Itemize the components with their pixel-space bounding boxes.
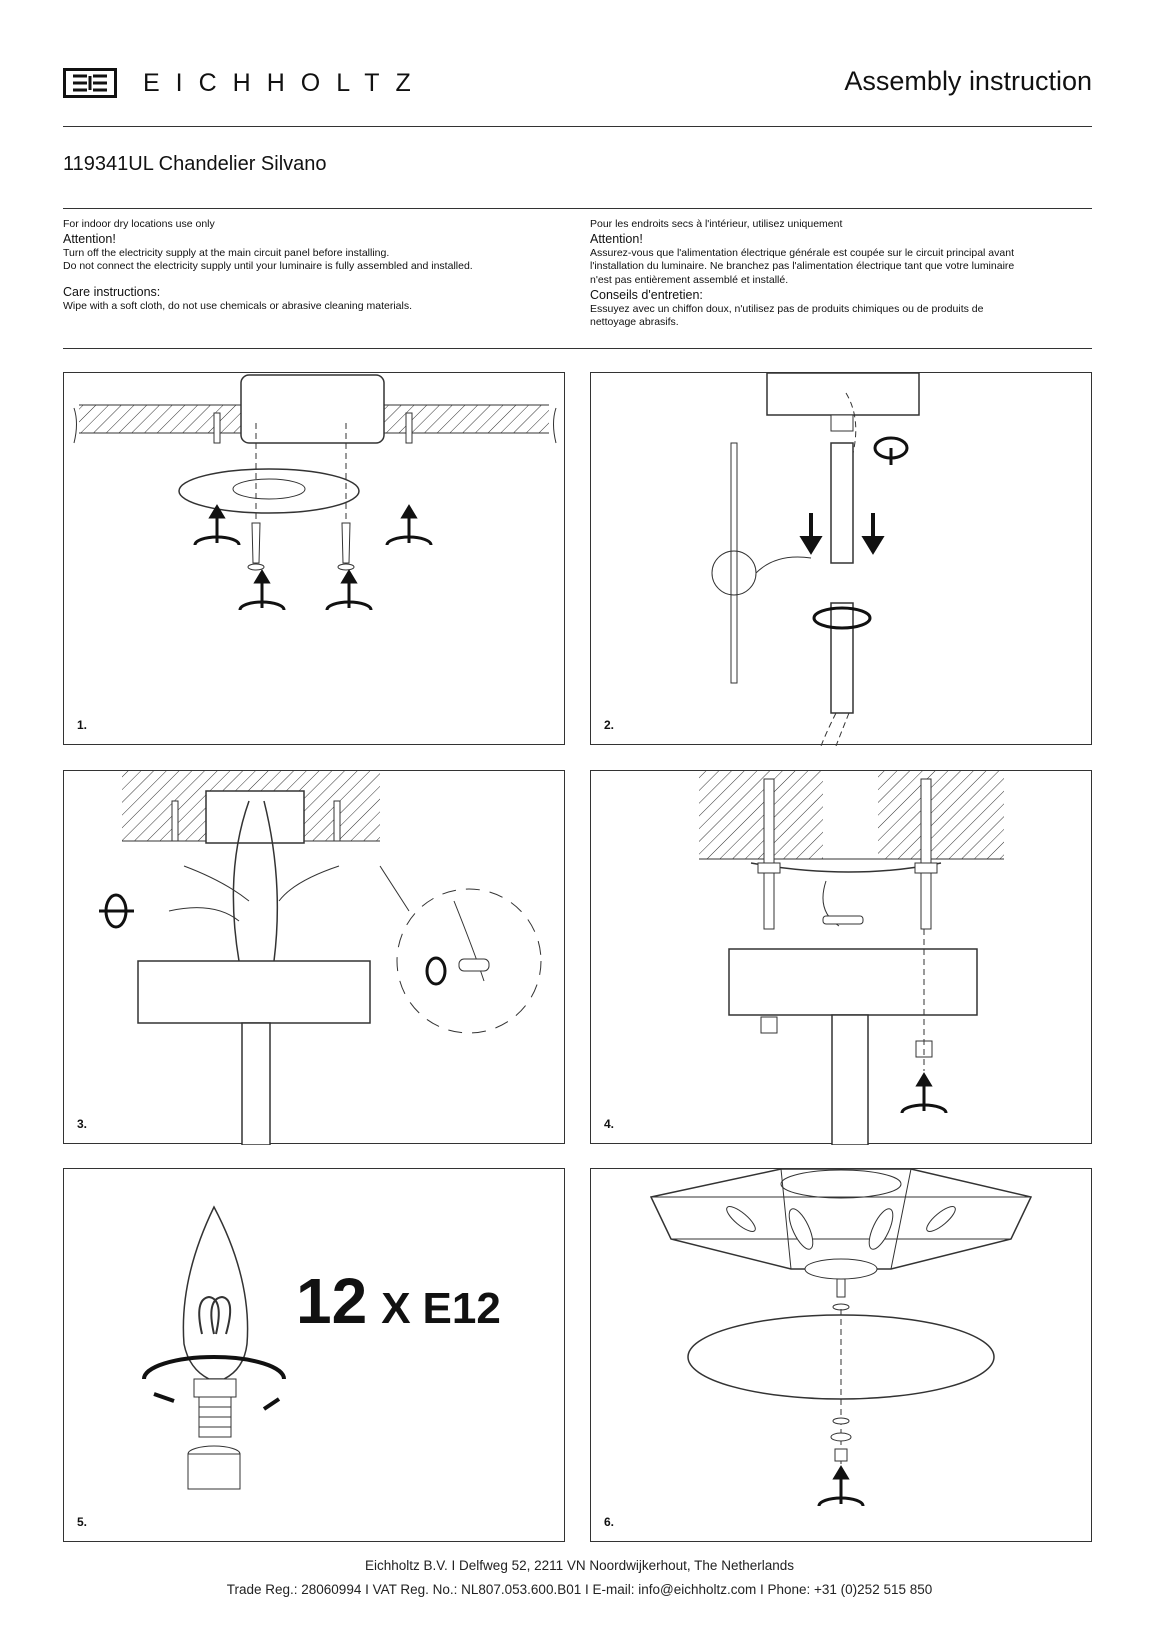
- step-1-illustration: [64, 373, 566, 746]
- bulb-multiplier: X: [381, 1284, 411, 1333]
- rotate-arrow-icon: [814, 438, 907, 628]
- step-2-illustration: [591, 373, 1093, 746]
- canopy: [729, 949, 977, 1015]
- extension-rod: [832, 1015, 868, 1145]
- step-number: 3.: [77, 1117, 88, 1131]
- step-2-panel: [590, 372, 1092, 745]
- junction-box: [241, 375, 384, 443]
- screw: [342, 523, 350, 563]
- indoor-note: Pour les endroits secs à l'intérieur, utilisez uniquement: [590, 218, 843, 230]
- attention-line: Assurez-vous que l'alimentation électrique générale est coupée sur le circuit principal avant: [590, 247, 1014, 260]
- step-1-panel: [63, 372, 565, 745]
- bulb-type: E12: [422, 1284, 501, 1333]
- cap-nut: [761, 1017, 777, 1033]
- attention-line: Turn off the electricity supply at the main circuit panel before installing.: [63, 247, 390, 260]
- glass-plate: [688, 1315, 994, 1399]
- step-number: 1.: [77, 718, 88, 732]
- extension-rod: [831, 603, 853, 713]
- brand-name: EICHHOLTZ: [143, 68, 427, 97]
- step-6-panel: [590, 1168, 1092, 1542]
- step-number: 5.: [77, 1515, 88, 1529]
- divider-notes-top: [63, 208, 1092, 209]
- bulb-count: 12: [296, 1265, 368, 1337]
- step-6-illustration: [591, 1169, 1093, 1543]
- footer-address: Eichholtz B.V. I Delfweg 52, 2211 VN Noordwijkerhout, The Netherlands: [365, 1558, 794, 1573]
- bulb-spec: [296, 1264, 501, 1338]
- care-title: Conseils d'entretien:: [590, 287, 703, 302]
- threaded-rod: [764, 779, 774, 929]
- step-5-panel: [63, 1168, 565, 1542]
- product-title: 119341UL Chandelier Silvano: [63, 153, 327, 175]
- step-4-panel: [590, 770, 1092, 1144]
- ground-screw: [459, 959, 489, 971]
- indoor-note: For indoor dry locations use only: [63, 218, 215, 230]
- candle-bulb: [183, 1207, 247, 1379]
- step-4-illustration: [591, 771, 1093, 1145]
- notes-english: [63, 218, 583, 313]
- eichholtz-logo: [63, 68, 117, 98]
- divider-top: [63, 126, 1092, 127]
- threaded-rod: [921, 779, 931, 929]
- mounting-plate: [179, 469, 359, 513]
- rotate-arrow-icon: [195, 507, 431, 610]
- document-type: Assembly instruction: [844, 66, 1092, 96]
- extension-rod: [831, 443, 853, 563]
- step-5-illustration: [64, 1169, 566, 1543]
- canopy: [138, 961, 370, 1023]
- attention-line: n'est pas entièrement assemblé et installé.: [590, 273, 789, 286]
- junction-box: [206, 791, 304, 843]
- step-number: 4.: [604, 1117, 615, 1131]
- canopy: [767, 373, 919, 415]
- brand: [63, 68, 427, 98]
- attention-title: Attention!: [590, 232, 643, 247]
- footer-registration: Trade Reg.: 28060994 I VAT Reg. No.: NL807.053.600.B01 I E-mail: info@eichholtz.com I Phone: +31 (0)252 515 850: [226, 1582, 933, 1597]
- step-number: 6.: [604, 1515, 615, 1529]
- attention-line: Do not connect the electricity supply until your luminaire is fully assembled and installed.: [63, 260, 473, 273]
- step-3-panel: [63, 770, 565, 1144]
- attention-title: Attention!: [63, 232, 116, 247]
- step-number: 2.: [604, 718, 615, 732]
- attention-line: l'installation du luminaire. Ne branchez pas l'alimentation électrique tant que votre luminaire: [590, 260, 1015, 273]
- divider-notes-bottom: [63, 348, 1092, 349]
- care-text: nettoyage abrasifs.: [590, 316, 679, 329]
- step-3-illustration: [64, 771, 566, 1145]
- rotate-arrow-icon: [819, 1468, 863, 1506]
- rotate-arrow-icon: [902, 1075, 946, 1113]
- screw: [252, 523, 260, 563]
- care-text: Wipe with a soft cloth, do not use chemicals or abrasive cleaning materials.: [63, 299, 412, 312]
- care-text: Essuyez avec un chiffon doux, n'utilisez pas de produits chimiques ou de produits de: [590, 302, 984, 315]
- care-title: Care instructions:: [63, 284, 161, 299]
- extension-rod: [242, 1023, 270, 1145]
- cap-nut: [835, 1449, 847, 1461]
- rod-sections: [731, 443, 737, 683]
- notes-french: [590, 218, 1095, 329]
